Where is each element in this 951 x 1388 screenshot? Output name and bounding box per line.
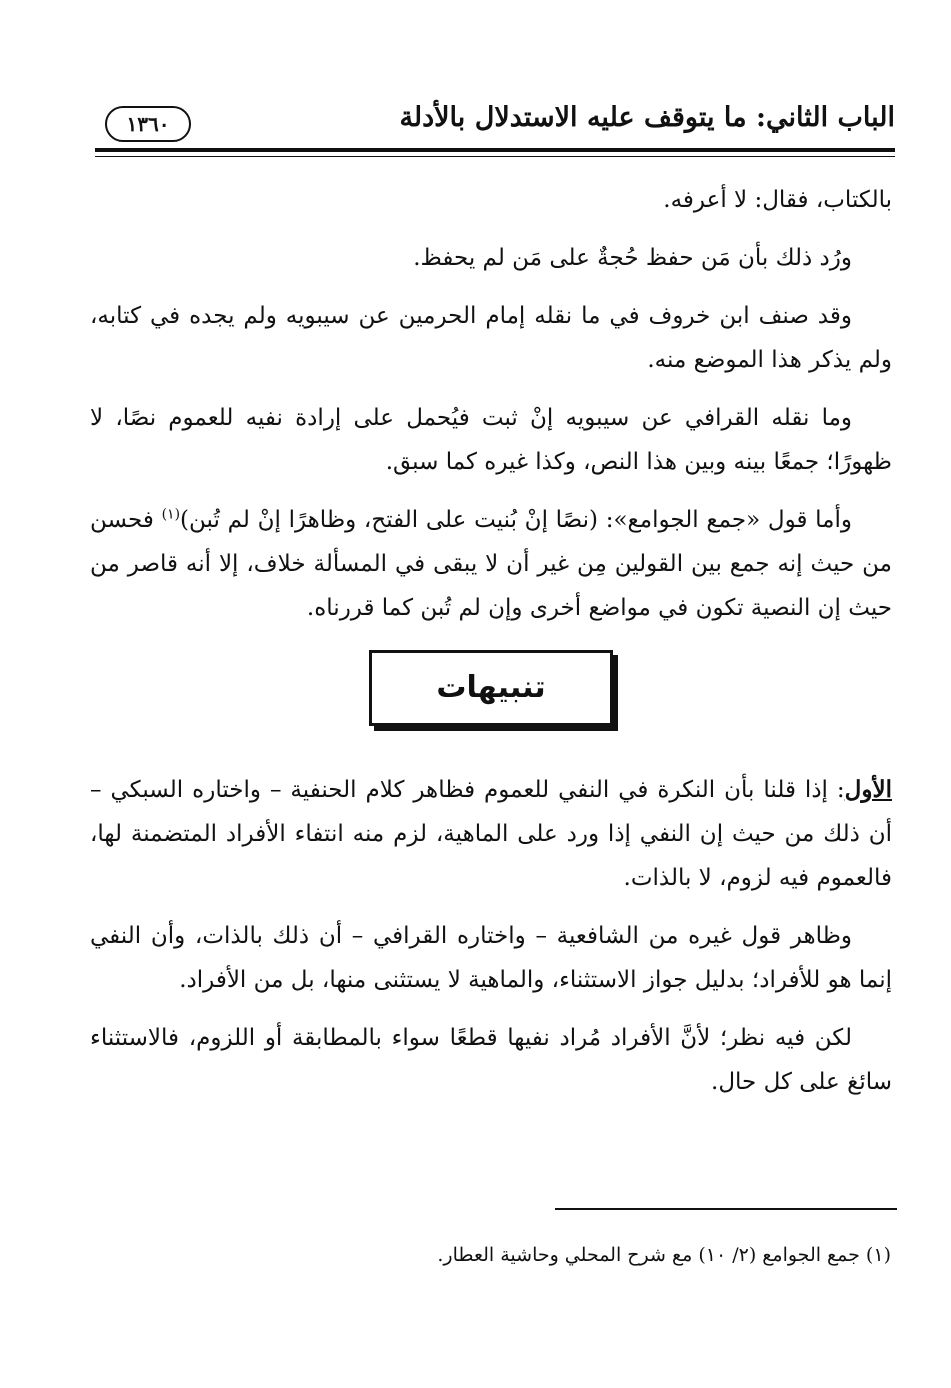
section-heading-box: تنبيهات: [369, 650, 613, 726]
note-1-lead: الأول: [844, 776, 892, 803]
paragraph-5-text: وأما قول «جمع الجوامع»: (نصًا إنْ بُنيت على الفتح، وظاهرًا إنْ لم تُبن): [180, 507, 852, 533]
footnote-separator: [555, 1208, 897, 1210]
paragraph-4: وما نقله القرافي عن سيبويه إنْ ثبت فيُحمل على إرادة نفيه للعموم نصًا، لا ظهورًا؛ جمعًا بينه وبين هذا النص، وكذا غيره كما سبق.: [90, 405, 892, 475]
paragraph-3: وقد صنف ابن خروف في ما نقله إمام الحرمين عن سيبويه ولم يجده في كتابه، ولم يذكر هذا الموضع منه.: [90, 303, 892, 373]
page-number: ١٣٦٠: [105, 106, 191, 142]
header-rule-thick: [95, 148, 895, 152]
footnote-1: (١) جمع الجوامع (٢/ ١٠) مع شرح المحلي وحاشية العطار.: [437, 1244, 891, 1266]
footnote-reference[interactable]: (١): [161, 506, 181, 523]
paragraph-5: [90, 498, 892, 630]
paragraph-1: بالكتاب، فقال: لا أعرفه.: [663, 187, 892, 213]
note-1-text: : إذا قلنا بأن النكرة في النفي للعموم فظاهر كلام الحنفية – واختاره السبكي – أن ذلك من حيث إن النفي إذا ورد على الماهية، لزم منه انتفاء الأفراد المتضمنة لها، فالعموم فيه لزوم، لا بالذات.: [90, 777, 892, 891]
paragraph-2: ورُد ذلك بأن مَن حفظ حُجةٌ على مَن لم يحفظ.: [413, 245, 852, 271]
header-rule-thin: [95, 156, 895, 157]
note-3: لكن فيه نظر؛ لأنَّ الأفراد مُراد نفيها قطعًا سواء بالمطابقة أو اللزوم، فالاستثناء سائغ على كل حال.: [90, 1025, 892, 1095]
note-1: [90, 768, 892, 900]
note-2: وظاهر قول غيره من الشافعية – واختاره القرافي – أن ذلك بالذات، وأن النفي إنما هو للأفراد؛ بدليل جواز الاستثناء، والماهية لا يستثنى منها، بل من الأفراد.: [90, 923, 892, 993]
page-header: [95, 100, 895, 152]
running-title: الباب الثاني: ما يتوقف عليه الاستدلال بالأدلة: [399, 102, 895, 133]
paragraph-5-continuation: فحسن من حيث إنه جمع بين القولين مِن غير أن لا يبقى في المسألة خلاف، إلا أنه قاصر من حيث إن النصية تكون في مواضع أخرى وإن لم تُبن كما قررناه.: [90, 507, 892, 621]
section-heading-wrap: [90, 650, 892, 728]
page-body: [90, 178, 892, 1118]
